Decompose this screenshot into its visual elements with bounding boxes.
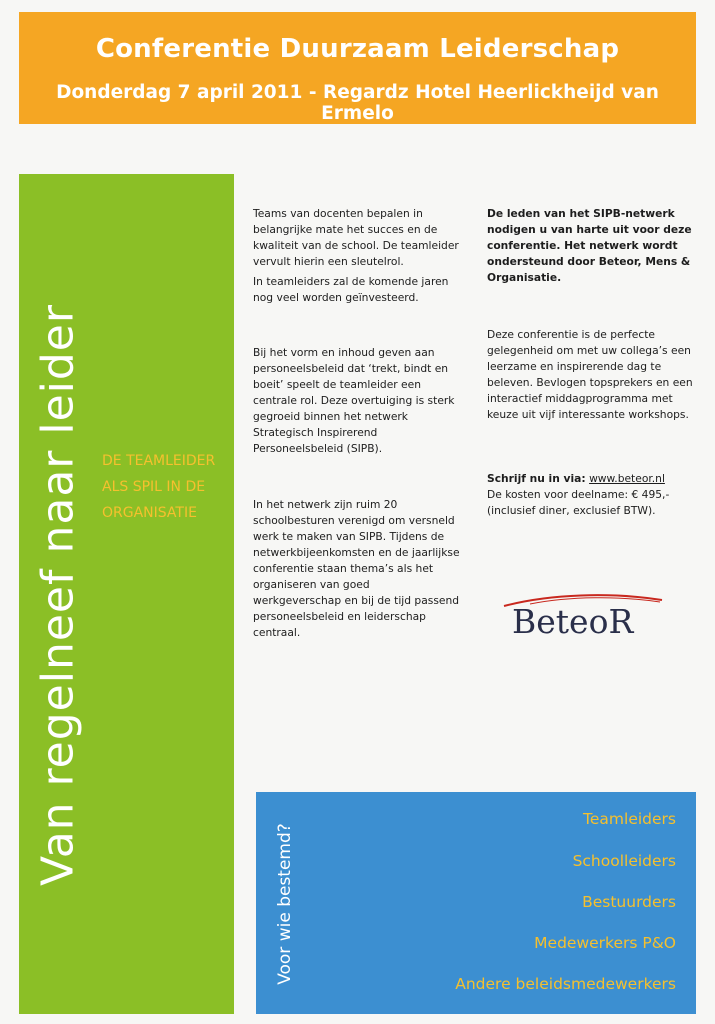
text-line: keuze uit vijf interessante workshops. xyxy=(487,408,689,421)
text-line: Deze conferentie is de perfecte xyxy=(487,328,655,341)
register-label: Schrijf nu in via: xyxy=(487,472,586,485)
beteor-logo xyxy=(500,592,665,642)
text-line: ondersteund door Beteor, Mens & xyxy=(487,255,691,268)
audience-item: Medewerkers P&O xyxy=(534,934,676,952)
text-line: Organisatie. xyxy=(487,271,562,284)
sidebar-tagline xyxy=(102,448,232,526)
invitation-paragraph xyxy=(487,206,699,286)
register-line xyxy=(487,471,699,487)
text-line: Strategisch Inspirerend xyxy=(253,426,378,439)
text-line: nodigen u van harte uit voor deze xyxy=(487,223,692,236)
text-line: werk te maken van SIPB. Tijdens de xyxy=(253,530,445,543)
tagline-line: DE TEAMLEIDER xyxy=(102,453,216,469)
text-line: Bij het vorm en inhoud geven aan xyxy=(253,346,435,359)
text-line: boeit’ speelt de teamleider een xyxy=(253,378,421,391)
header-banner xyxy=(19,12,696,124)
text-line: centrale rol. Deze overtuiging is sterk xyxy=(253,394,455,407)
text-line: Teams van docenten bepalen in xyxy=(253,207,423,220)
text-line: nog veel worden geïnvesteerd. xyxy=(253,291,419,304)
text-line: organiseren van goed xyxy=(253,578,370,591)
text-line: vervult hierin een sleutelrol. xyxy=(253,255,404,268)
text-line: In het netwerk zijn ruim 20 xyxy=(253,498,398,511)
text-line: werkgeverschap en bij de tijd passend xyxy=(253,594,460,607)
text-line: conferentie staan thema’s als het xyxy=(253,562,434,575)
text-line: centraal. xyxy=(253,626,301,639)
audience-panel xyxy=(256,792,696,1014)
audience-heading: Voor wie bestemd? xyxy=(275,823,295,985)
audience-item: Andere beleidsmedewerkers xyxy=(455,975,676,993)
policy-paragraph xyxy=(253,345,468,457)
network-paragraph xyxy=(253,497,468,641)
logo-text: BeteoR xyxy=(512,602,634,641)
registration-info xyxy=(487,471,699,519)
text-line: kwaliteit van de school. De teamleider xyxy=(253,239,459,252)
text-line: interactief middagprogramma met xyxy=(487,392,673,405)
conference-title: Conferentie Duurzaam Leiderschap xyxy=(95,34,620,64)
text-line: Personeelsbeleid (SIPB). xyxy=(253,442,383,455)
text-line: netwerkbijeenkomsten en de jaarlijkse xyxy=(253,546,460,559)
text-line: conferentie. Het netwerk wordt xyxy=(487,239,678,252)
audience-item: Schoolleiders xyxy=(572,852,676,870)
audience-item: Bestuurders xyxy=(582,893,676,911)
cost-line: De kosten voor deelname: € 495,- xyxy=(487,488,670,501)
tagline-line: ORGANISATIE xyxy=(102,505,197,521)
text-line: De leden van het SIPB-netwerk xyxy=(487,207,675,220)
opportunity-paragraph xyxy=(487,327,699,423)
text-line: personeelsbeleid en leiderschap xyxy=(253,610,426,623)
text-line: personeelsbeleid dat ‘trekt, bindt en xyxy=(253,362,449,375)
text-line: belangrijke mate het succes en de xyxy=(253,223,438,236)
investment-paragraph xyxy=(253,274,468,306)
conference-date-venue: Donderdag 7 april 2011 - Regardz Hotel Heerlickheijd van Ermelo xyxy=(56,82,659,124)
cost-note: (inclusief diner, exclusief BTW). xyxy=(487,504,656,517)
audience-item: Teamleiders xyxy=(583,810,676,828)
text-line: schoolbesturen verenigd om versneld xyxy=(253,514,455,527)
text-line: gelegenheid om met uw collega’s een xyxy=(487,344,691,357)
register-link[interactable]: www.beteor.nl xyxy=(589,472,665,485)
text-line: gegroeid binnen het netwerk xyxy=(253,410,408,423)
tagline-line: ALS SPIL IN DE xyxy=(102,479,206,495)
sidebar-vertical-title: Van regelneef naar leider xyxy=(32,304,84,886)
text-line: In teamleiders zal de komende jaren xyxy=(253,275,449,288)
text-line: leerzame en inspirerende dag te xyxy=(487,360,662,373)
text-line: beleven. Bevlogen topsprekers en een xyxy=(487,376,693,389)
intro-paragraph xyxy=(253,206,468,270)
